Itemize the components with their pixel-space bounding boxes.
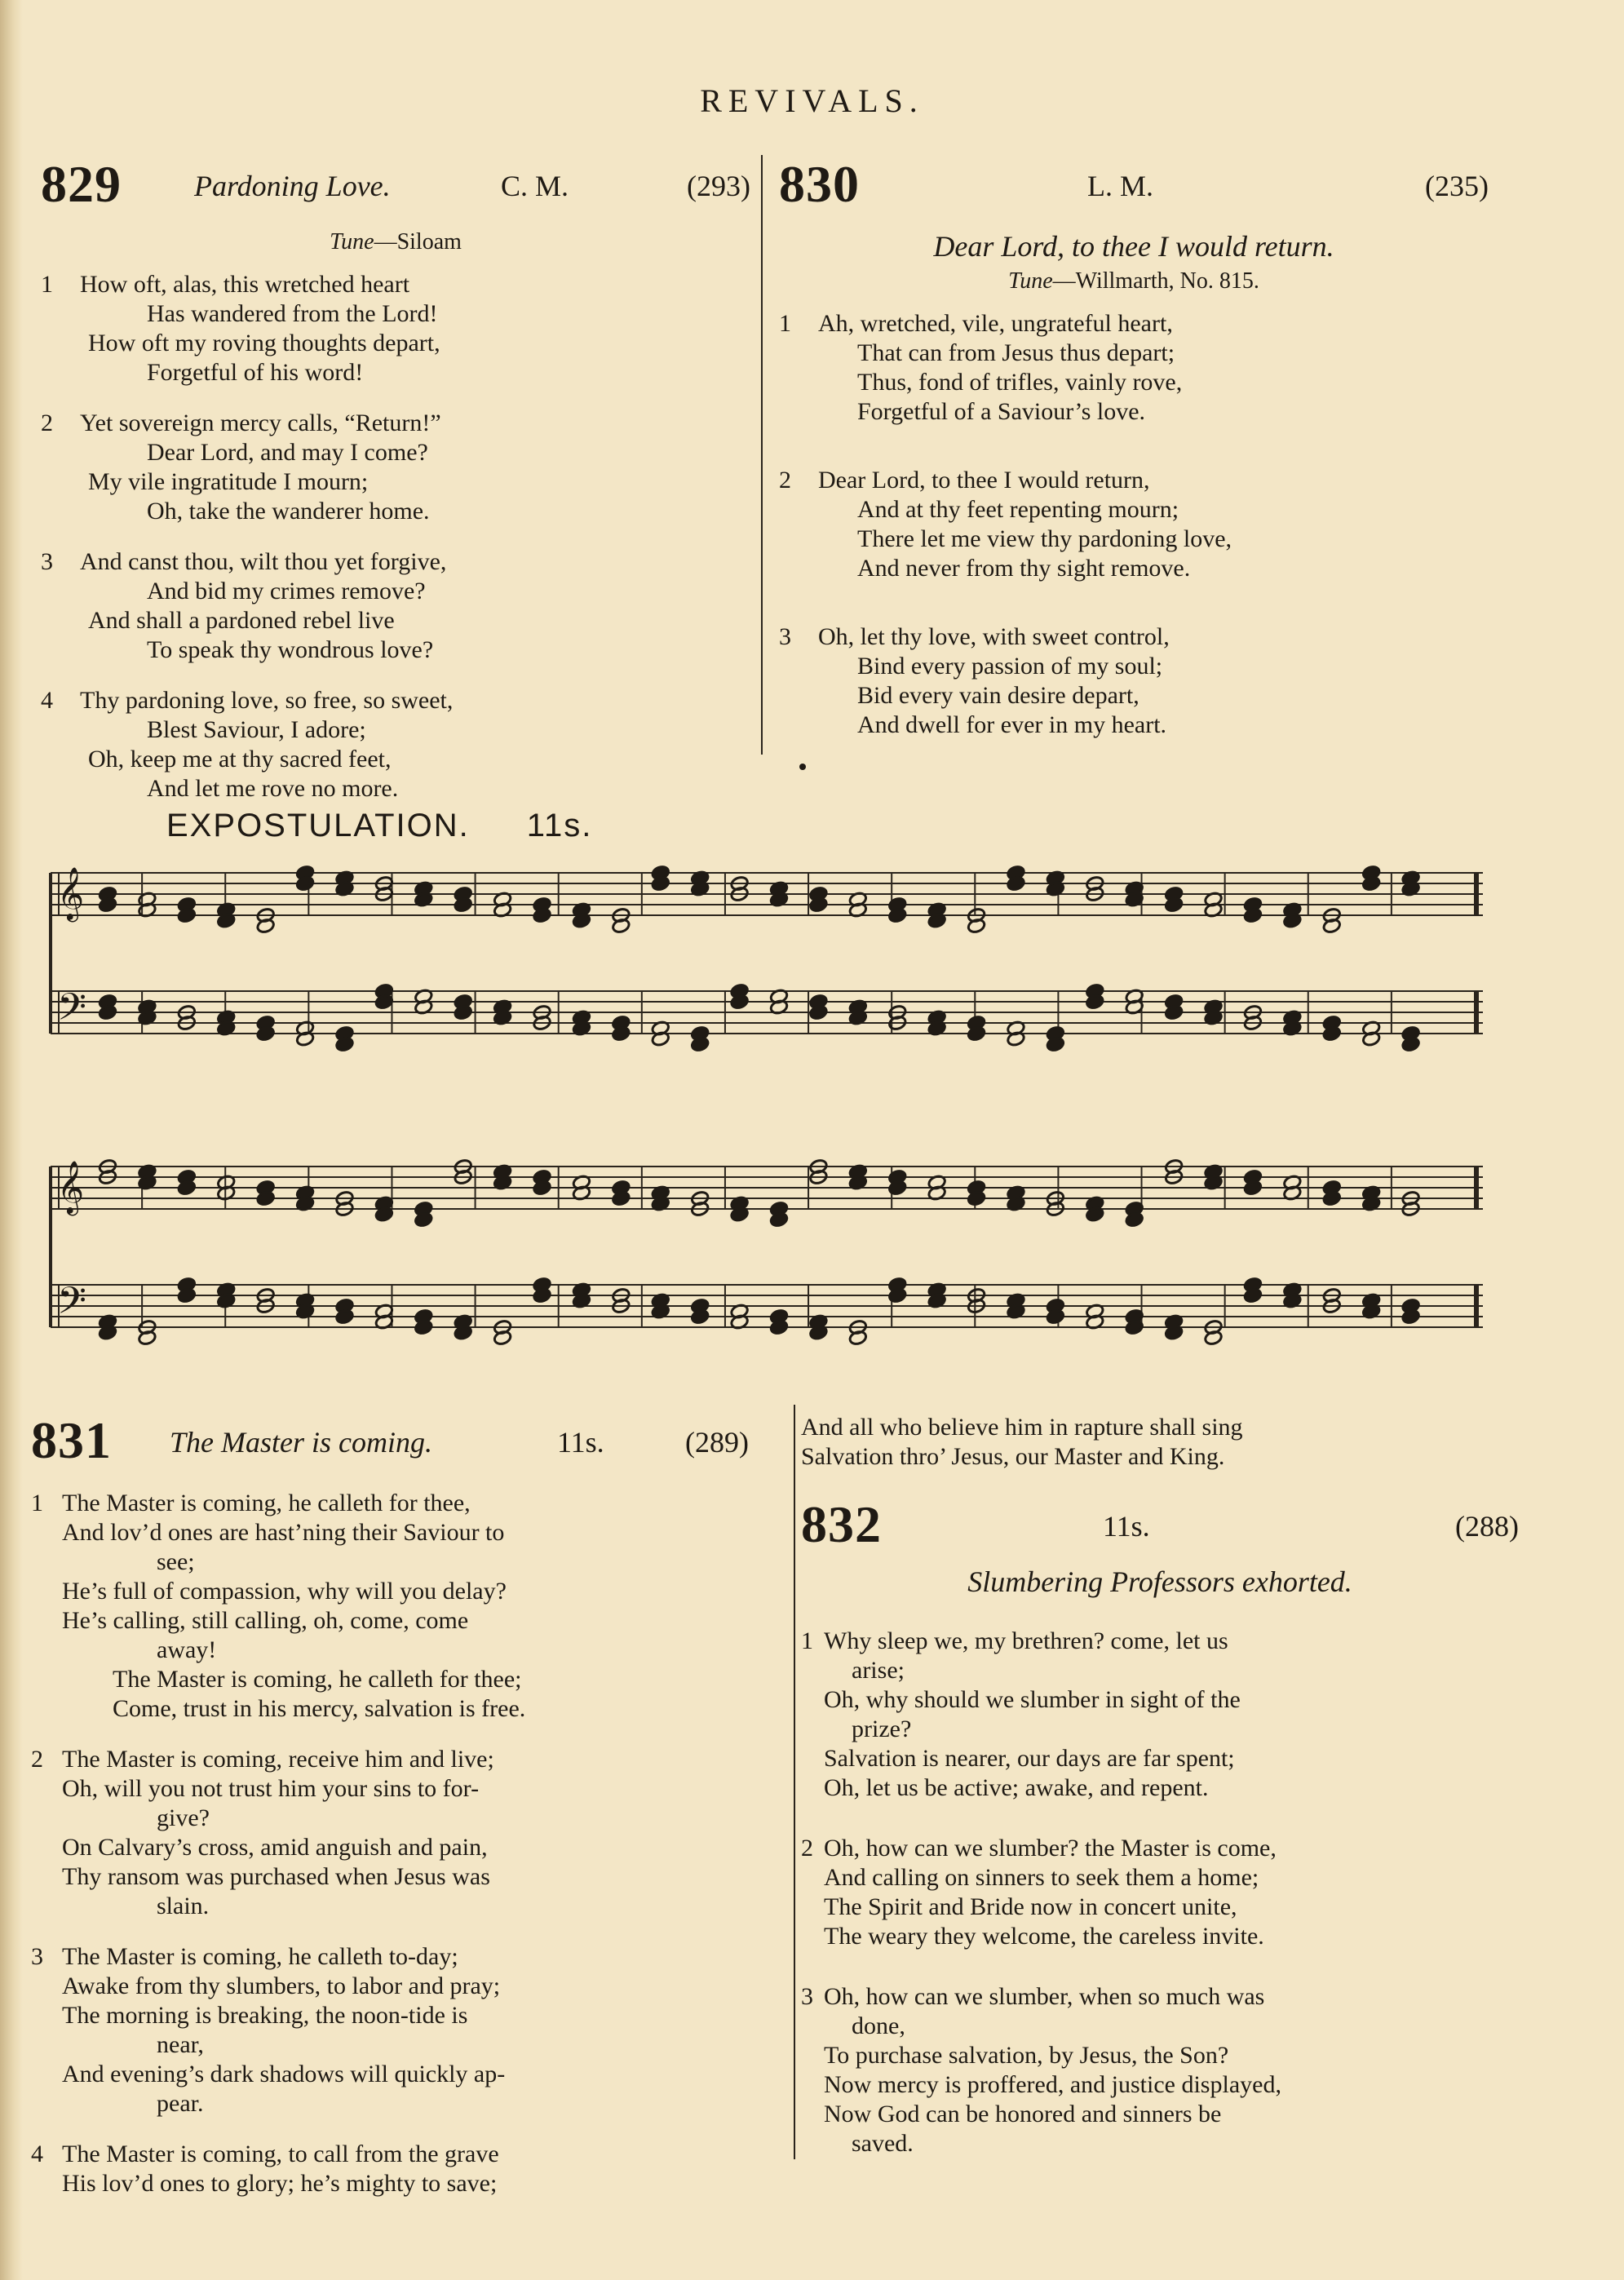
hymn-829	[41, 155, 750, 825]
verse-line: prize?	[852, 1716, 912, 1742]
stanza-number: 2	[779, 467, 791, 494]
verse-line: To speak thy wondrous love?	[147, 636, 434, 663]
verse-line: And dwell for ever in my heart.	[857, 711, 1167, 738]
verse-line: Forgetful of his word!	[147, 359, 364, 386]
hymn-reference: (293)	[687, 170, 750, 202]
verse-line: Blest Saviour, I adore;	[147, 716, 366, 743]
tune-name: —Siloam	[374, 229, 462, 255]
stanza	[41, 409, 750, 526]
clef-sign: 𝄞	[57, 1161, 85, 1214]
verse-line: give?	[157, 1804, 210, 1831]
stanza-number: 3	[31, 1943, 43, 1970]
stanza-number: 2	[801, 1835, 813, 1862]
verse-line: And lov’d ones are hast’ning their Saviour to	[62, 1519, 505, 1546]
tune-title: EXPOSTULATION.	[166, 808, 470, 843]
stanza	[31, 1489, 749, 1724]
clef-sign: 𝄢	[57, 1279, 87, 1332]
verse-line: And evening’s dark shadows will quickly ap-	[62, 2061, 506, 2087]
verse-line: To purchase salvation, by Jesus, the Son?	[824, 2042, 1229, 2069]
hymn-meter: 11s.	[1103, 1510, 1150, 1543]
verse-line: Why sleep we, my brethren? come, let us	[824, 1627, 1228, 1654]
hymn-reference: (288)	[1455, 1510, 1519, 1543]
verse-line: away!	[157, 1636, 217, 1663]
hymn-title: The Master is coming.	[170, 1426, 432, 1459]
tune-heading	[166, 808, 592, 844]
verse-line: The Master is coming, he calleth for thee;	[113, 1666, 522, 1693]
verse-line: Oh, how can we slumber? the Master is come,	[824, 1835, 1277, 1862]
verse-line: Dear Lord, and may I come?	[147, 439, 428, 466]
verse-line: near,	[157, 2031, 204, 2058]
verse-line: The Master is coming, he calleth for thee,	[62, 1490, 471, 1516]
column-divider	[761, 155, 763, 755]
tune-name: —Willmarth, No. 815.	[1052, 268, 1259, 294]
hymn-number: 829	[41, 155, 122, 213]
verse-line: Dear Lord, to thee I would return,	[818, 467, 1150, 494]
verse-line: He’s full of compassion, why will you delay?	[62, 1578, 507, 1605]
verse-line: The Spirit and Bride now in concert unite,	[824, 1893, 1237, 1920]
music-score	[0, 848, 1624, 1387]
verse-line: That can from Jesus thus depart;	[857, 339, 1175, 366]
verse-line: Come, trust in his mercy, salvation is free.	[113, 1695, 526, 1722]
stanza	[31, 1745, 749, 1921]
hymn-meter: L. M.	[1087, 170, 1153, 202]
tune-label: Tune	[1008, 268, 1053, 294]
hymn-831	[31, 1411, 749, 2220]
stanza-number: 4	[41, 687, 53, 714]
verse-line: saved.	[852, 2130, 914, 2157]
verse-line: How oft my roving thoughts depart,	[88, 330, 440, 356]
verse-line: Thy pardoning love, so free, so sweet,	[80, 687, 454, 714]
stanza-number: 3	[779, 623, 791, 650]
verse-line: Ah, wretched, vile, ungrateful heart,	[818, 310, 1173, 337]
verse-line: His lov’d ones to glory; he’s mighty to save;	[62, 2170, 498, 2197]
verse-line: And let me rove no more.	[147, 775, 399, 802]
stanza	[41, 547, 750, 665]
ink-mark	[799, 764, 806, 770]
hymn-reference: (289)	[685, 1426, 749, 1459]
hymn-subtitle: Slumbering Professors exhorted.	[967, 1565, 1352, 1598]
verse-line: There let me view thy pardoning love,	[857, 525, 1232, 552]
stanza-number: 2	[41, 410, 53, 436]
verse-line: arise;	[852, 1657, 905, 1684]
verse-line: slain.	[157, 1893, 210, 1919]
verse-line: And never from thy sight remove.	[857, 555, 1191, 582]
hymn-number: 830	[779, 155, 860, 213]
verse-line: He’s calling, still calling, oh, come, come	[62, 1607, 469, 1634]
hymn-830-header	[779, 155, 1489, 224]
stanza	[41, 686, 750, 804]
verse-line: And all who believe him in rapture shall sing	[801, 1414, 1243, 1441]
verse-line: Oh, how can we slumber, when so much was	[824, 1983, 1265, 2010]
verse-line: Has wandered from the Lord!	[147, 300, 438, 327]
tune-line	[779, 268, 1489, 294]
verse-line: And shall a pardoned rebel live	[88, 607, 395, 634]
stanza	[31, 2140, 749, 2198]
verse-line: Bind every passion of my soul;	[857, 653, 1163, 680]
stanza-number: 1	[801, 1627, 813, 1654]
verse-line: Now God can be honored and sinners be	[824, 2101, 1222, 2127]
stanza-number: 1	[31, 1490, 43, 1516]
verse-line: Oh, let thy love, with sweet control,	[818, 623, 1170, 650]
clef-sign: 𝄢	[57, 985, 87, 1038]
stanza	[31, 1942, 749, 2118]
hymn-831-header	[31, 1411, 749, 1481]
verse-line: Thy ransom was purchased when Jesus was	[62, 1863, 490, 1890]
verse-line: My vile ingratitude I mourn;	[88, 468, 369, 495]
verse-line: Salvation is nearer, our days are far spent;	[824, 1745, 1235, 1772]
hymn-title: Pardoning Love.	[194, 170, 391, 202]
stanza	[779, 466, 1489, 583]
music-systems	[51, 865, 1483, 1346]
hymn-number: 831	[31, 1411, 112, 1469]
hymn-830	[779, 155, 1489, 761]
right-column-bottom	[801, 1413, 1519, 2180]
hymn-meter: C. M.	[501, 170, 569, 202]
tune-line	[41, 229, 750, 255]
verse-line: On Calvary’s cross, amid anguish and pain,	[62, 1834, 488, 1861]
verse-line: The Master is coming, receive him and live;	[62, 1746, 494, 1773]
verse-line: Awake from thy slumbers, to labor and pray;	[62, 1972, 501, 1999]
verse-line: And bid my crimes remove?	[147, 578, 426, 604]
stanza-number: 3	[41, 548, 53, 575]
hymn-832-header	[801, 1495, 1519, 1565]
verse-line: Forgetful of a Saviour’s love.	[857, 398, 1146, 425]
verse-line: The weary they welcome, the careless invite.	[824, 1923, 1264, 1950]
verse-line: pear.	[157, 2090, 204, 2117]
hymn-829-header	[41, 155, 750, 224]
running-head: REVIVALS.	[700, 82, 924, 119]
verse-line: The Master is coming, he calleth to-day;	[62, 1943, 458, 1970]
hymn-reference: (235)	[1425, 170, 1489, 202]
stanza	[779, 309, 1489, 427]
verse-line: Oh, keep me at thy sacred feet,	[88, 746, 392, 773]
stanza-number: 4	[31, 2141, 43, 2167]
verse-line: The morning is breaking, the noon-tide is	[62, 2002, 468, 2029]
verse-line: Now mercy is proffered, and justice displayed,	[824, 2071, 1281, 2098]
verse-line: Bid every vain desire depart,	[857, 682, 1139, 709]
verse-line: The Master is coming, to call from the grave	[62, 2141, 499, 2167]
tune-label: Tune	[330, 229, 374, 255]
verse-line: How oft, alas, this wretched heart	[80, 271, 410, 298]
stanza-number: 2	[31, 1746, 43, 1773]
hymn-meter: 11s.	[557, 1426, 604, 1459]
verse-line: And canst thou, wilt thou yet forgive,	[80, 548, 447, 575]
verse-line: Oh, let us be active; awake, and repent.	[824, 1774, 1209, 1801]
tune-meter: 11s.	[526, 808, 593, 843]
hymn-subtitle: Dear Lord, to thee I would return.	[933, 230, 1334, 263]
stanza	[41, 270, 750, 387]
verse-line: And calling on sinners to seek them a home;	[824, 1864, 1259, 1891]
stanza	[779, 622, 1489, 740]
stanza-number: 1	[779, 310, 791, 337]
verse-line: And at thy feet repenting mourn;	[857, 496, 1179, 523]
verse-line: see;	[157, 1548, 195, 1575]
verse-line: Thus, fond of trifles, vainly rove,	[857, 369, 1183, 396]
verse-line: Oh, why should we slumber in sight of the	[824, 1686, 1241, 1713]
stanza	[801, 1982, 1519, 2158]
verse-line: Oh, will you not trust him your sins to for-	[62, 1775, 480, 1802]
verse-line: Salvation thro’ Jesus, our Master and King.	[801, 1443, 1225, 1470]
verse-line: Yet sovereign mercy calls, “Return!”	[80, 410, 441, 436]
stanza	[801, 1627, 1519, 1803]
stanza	[801, 1834, 1519, 1951]
stanza-number: 1	[41, 271, 53, 298]
hymn-number: 832	[801, 1495, 882, 1553]
stanza-number: 3	[801, 1983, 813, 2010]
clef-sign: 𝄞	[57, 867, 85, 920]
verse-line: done,	[852, 2012, 905, 2039]
verse-line: Oh, take the wanderer home.	[147, 498, 430, 525]
column-divider	[794, 1405, 795, 2159]
